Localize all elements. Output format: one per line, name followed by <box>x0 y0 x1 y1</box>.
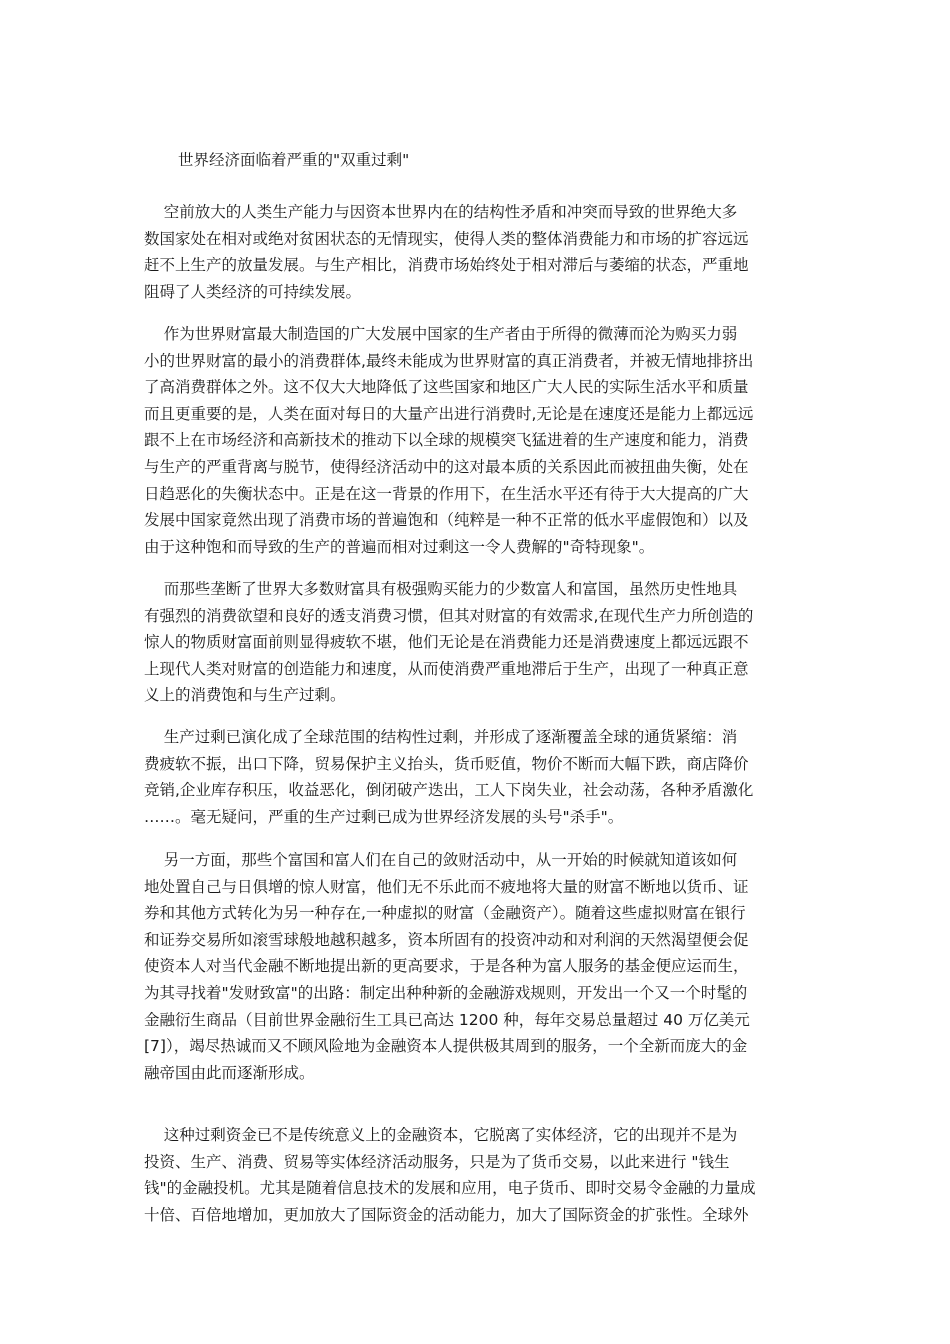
paragraph-1 <box>144 199 814 305</box>
text-line: 作为世界财富最大制造国的广大发展中国家的生产者由于所得的微薄而沦为购买力弱 <box>144 325 738 343</box>
text-line: 和证券交易所如滚雪球般地越积越多，资本所固有的投资冲动和对利润的天然渴望便会促 <box>144 930 749 949</box>
text-line: 了高消费群体之外。这不仅大大地降低了这些国家和地区广大人民的实际生活水平和质量 <box>144 378 749 397</box>
text-line: 阻碍了人类经济的可持续发展。 <box>144 282 362 301</box>
document-title: 世界经济面临着严重的"双重过剩" <box>178 151 410 169</box>
text-line: 日趋恶化的失衡状态中。正是在这一背景的作用下，在生活水平还有待于大大提高的广大 <box>144 484 749 503</box>
text-line: 发展中国家竟然出现了消费市场的普遍饱和（纯粹是一种不正常的低水平虚假饱和）以及 <box>144 511 749 530</box>
paragraph-3 <box>144 576 814 709</box>
text-line: 投资、生产、消费、贸易等实体经济活动服务，只是为了货币交易，以此来进行 "钱生 <box>144 1152 730 1171</box>
text-line: 金融衍生商品（目前世界金融衍生工具已高达 1200 种，每年交易总量超过 40 万亿美元 <box>144 1010 750 1029</box>
text-line: 费疲软不振，出口下降，贸易保护主义抬头，货币贬值，物价不断而大幅下跌，商店降价 <box>144 754 749 773</box>
paragraph-2 <box>144 321 814 560</box>
text-line: 而且更重要的是，人类在面对每日的大量产出进行消费时,无论是在速度还是能力上都远远 <box>144 404 754 423</box>
text-line: 融帝国由此而逐渐形成。 <box>144 1063 315 1082</box>
paragraph-5 <box>144 847 814 1086</box>
text-line: 钱"的金融投机。尤其是随着信息技术的发展和应用，电子货币、即时交易令金融的力量成 <box>144 1179 756 1198</box>
text-line: 使资本人对当代金融不断地提出新的更高要求，于是各种为富人服务的基金便应运而生， <box>144 957 749 976</box>
text-line: 与生产的严重背离与脱节，使得经济活动中的这对最本质的关系因此而被扭曲失衡，处在 <box>144 457 749 476</box>
text-line: 赶不上生产的放量发展。与生产相比，消费市场始终处于相对滞后与萎缩的状态，严重地 <box>144 256 749 275</box>
text-line: 而那些垄断了世界大多数财富具有极强购买能力的少数富人和富国，虽然历史性地具 <box>144 580 738 598</box>
text-line: [7]），竭尽热诚而又不顾风险地为金融资本人提供极其周到的服务，一个全新而庞大的金 <box>144 1037 748 1056</box>
text-line: 券和其他方式转化为另一种存在,一种虚拟的财富（金融资产）。随着这些虚拟财富在银行 <box>144 904 746 923</box>
text-line: 生产过剩已演化成了全球范围的结构性过剩，并形成了逐渐覆盖全球的通货紧缩：消 <box>144 728 738 746</box>
text-line: 空前放大的人类生产能力与因资本世界内在的结构性矛盾和冲突而导致的世界绝大多 <box>144 203 738 221</box>
text-line: 由于这种饱和而导致的生产的普遍而相对过剩这一令人费解的"奇特现象"。 <box>144 537 655 556</box>
text-line: 惊人的物质财富面前则显得疲软不堪，他们无论是在消费能力还是消费速度上都远远跟不 <box>144 633 749 652</box>
paragraph-6 <box>144 1122 814 1228</box>
text-line: 十倍、百倍地增加，更加放大了国际资金的活动能力，加大了国际资金的扩张性。全球外 <box>144 1205 749 1224</box>
text-line: ……。毫无疑问，严重的生产过剩已成为世界经济发展的头号"杀手"。 <box>144 807 624 826</box>
text-line: 上现代人类对财富的创造能力和速度，从而使消费严重地滞后于生产，出现了一种真正意 <box>144 659 749 678</box>
text-line: 义上的消费饱和与生产过剩。 <box>144 686 346 705</box>
paragraph-4 <box>144 724 814 830</box>
text-line: 有强烈的消费欲望和良好的透支消费习惯，但其对财富的有效需求,在现代生产力所创造的 <box>144 606 754 625</box>
text-line: 为其寻找着"发财致富"的出路：制定出种种新的金融游戏规则，开发出一个又一个时髦的 <box>144 983 748 1002</box>
text-line: 竞销,企业库存积压，收益恶化，倒闭破产迭出，工人下岗失业，社会动荡，各种矛盾激化 <box>144 781 754 800</box>
text-line: 另一方面，那些个富国和富人们在自己的敛财活动中，从一开始的时候就知道该如何 <box>144 851 738 869</box>
text-line: 跟不上在市场经济和高新技术的推动下以全球的规模突飞猛进着的生产速度和能力，消费 <box>144 431 749 450</box>
text-line: 地处置自己与日俱增的惊人财富，他们无不乐此而不疲地将大量的财富不断地以货币、证 <box>144 877 749 896</box>
text-line: 小的世界财富的最小的消费群体,最终未能成为世界财富的真正消费者，并被无情地排挤出 <box>144 351 754 370</box>
text-line: 这种过剩资金已不是传统意义上的金融资本，它脱离了实体经济，它的出现并不是为 <box>144 1126 738 1144</box>
text-line: 数国家处在相对或绝对贫困状态的无情现实，使得人类的整体消费能力和市场的扩容远远 <box>144 229 749 248</box>
